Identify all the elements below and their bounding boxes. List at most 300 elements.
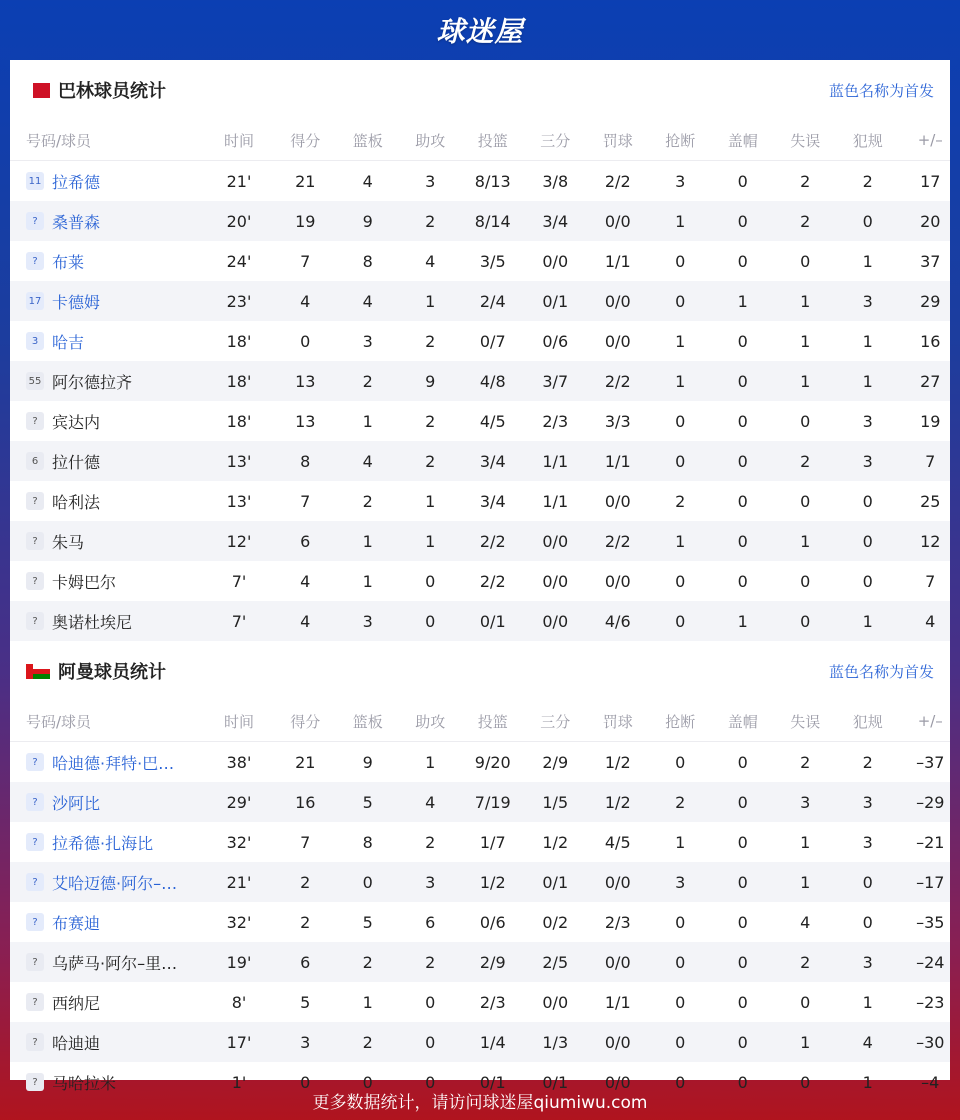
stat-cell: 0	[862, 912, 873, 932]
column-header: 得分	[290, 712, 321, 731]
jersey-number-badge: ?	[26, 532, 44, 550]
stat-cell: 12'	[226, 531, 252, 551]
column-header: 抢断	[665, 131, 696, 150]
player-name: 哈迪迪	[52, 1033, 101, 1053]
stat-cell: 1/2	[479, 872, 506, 892]
stat-cell: 0/1	[542, 872, 569, 892]
stat-cell: 21'	[226, 171, 252, 191]
column-header: 篮板	[352, 712, 383, 731]
stat-cell: 1	[800, 331, 811, 351]
stat-cell: 2/5	[542, 952, 569, 972]
stat-cell: 0	[800, 411, 811, 431]
stat-cell: 8/13	[474, 171, 511, 191]
stat-cell: 0/6	[479, 912, 506, 932]
stat-cell: 0/6	[542, 331, 569, 351]
stat-cell: 4/5	[604, 832, 631, 852]
stat-cell: 0	[675, 251, 686, 271]
stat-cell: 0	[362, 1072, 373, 1092]
stat-cell: 0	[862, 571, 873, 591]
stat-cell: 1/1	[604, 451, 631, 471]
stat-cell: 1	[675, 331, 686, 351]
stat-cell: 3	[675, 872, 686, 892]
stat-cell: 0	[675, 1072, 686, 1092]
stat-cell: 8	[362, 251, 373, 271]
player-row[interactable]	[10, 321, 950, 361]
stat-cell: 2/2	[604, 171, 631, 191]
stat-cell: 2/3	[604, 912, 631, 932]
player-cell	[10, 530, 204, 553]
player-cell	[10, 871, 204, 894]
stat-cell: 3/5	[479, 251, 506, 271]
stat-cell: 2/2	[479, 531, 506, 551]
stat-cell: 3/4	[479, 491, 506, 511]
jersey-number-badge: ?	[26, 572, 44, 590]
stat-cell: 0	[800, 491, 811, 511]
stat-cell: 4	[425, 251, 436, 271]
stat-cell: 2	[800, 952, 811, 972]
stat-cell: 0	[737, 491, 748, 511]
stat-cell: 1/4	[479, 1032, 506, 1052]
site-logo[interactable]: 球迷屋	[436, 15, 524, 48]
stat-cell: 27	[920, 371, 941, 391]
player-row[interactable]	[10, 441, 950, 481]
player-name: 马哈拉米	[52, 1073, 117, 1093]
player-row[interactable]	[10, 361, 950, 401]
player-name: 西纳尼	[52, 993, 101, 1013]
stat-cell: 6	[300, 531, 311, 551]
player-row[interactable]	[10, 241, 950, 281]
stat-cell: 0	[737, 1032, 748, 1052]
stat-cell: 2	[800, 752, 811, 772]
stat-cell: 4	[362, 171, 373, 191]
stat-cell: 0/1	[542, 1072, 569, 1092]
player-row[interactable]	[10, 521, 950, 561]
stat-cell: 2/2	[604, 531, 631, 551]
column-header: 犯规	[852, 131, 883, 150]
starter-legend: 蓝色名称为首发	[828, 662, 934, 681]
jersey-number-badge: 55	[26, 372, 44, 390]
player-name[interactable]: 拉希德·扎海比	[52, 833, 154, 853]
stat-cell: 1/3	[542, 1032, 569, 1052]
stat-cell: 2/3	[542, 411, 569, 431]
stat-cell: 1	[800, 832, 811, 852]
stat-cell: 6	[300, 952, 311, 972]
column-header: 盖帽	[727, 131, 758, 150]
stat-cell: 5	[362, 792, 373, 812]
stat-cell: 0	[737, 571, 748, 591]
stat-cell: 7'	[231, 611, 247, 631]
player-row[interactable]	[10, 401, 950, 441]
stat-cell: 0/1	[479, 1072, 506, 1092]
stat-cell: 3	[425, 872, 436, 892]
stat-cell: 12	[920, 531, 941, 551]
stats-card	[10, 60, 950, 1093]
stat-cell: 0/0	[604, 331, 631, 351]
stat-cell: 0	[737, 211, 748, 231]
stat-cell: 1	[425, 531, 436, 551]
stat-cell: 3	[862, 451, 873, 471]
jersey-number-badge: ?	[26, 953, 44, 971]
player-row[interactable]	[10, 561, 950, 601]
stat-cell: 0	[675, 451, 686, 471]
stat-cell: 3	[800, 792, 811, 812]
stat-cell: 24'	[226, 251, 252, 271]
stat-cell: 7	[300, 832, 311, 852]
stat-cell: 4/6	[604, 611, 631, 631]
stat-cell: 0/0	[542, 251, 569, 271]
stat-cell: 2	[425, 451, 436, 471]
bahrain-table	[10, 120, 950, 641]
stat-cell: 5	[362, 912, 373, 932]
stat-cell: 0	[737, 872, 748, 892]
stat-cell: 0	[862, 491, 873, 511]
section-header	[10, 60, 950, 120]
player-cell	[10, 490, 204, 513]
player-row[interactable]	[10, 822, 950, 862]
oman-table	[10, 701, 950, 1102]
stat-cell: 1	[675, 832, 686, 852]
player-name[interactable]: 沙阿比	[52, 793, 101, 813]
stat-cell: 3	[425, 171, 436, 191]
column-header: 助攻	[415, 131, 446, 150]
player-cell	[10, 210, 204, 233]
stat-cell: 2	[362, 371, 373, 391]
stat-cell: 3/7	[542, 371, 569, 391]
stat-cell: –21	[916, 832, 945, 852]
jersey-number-badge: 17	[26, 292, 44, 310]
stat-cell: 0/0	[542, 531, 569, 551]
player-cell	[10, 791, 204, 814]
player-row[interactable]	[10, 601, 950, 641]
stat-cell: 0/7	[479, 331, 506, 351]
stat-cell: 3	[862, 792, 873, 812]
stat-cell: 2/3	[479, 992, 506, 1012]
stat-cell: 0	[675, 752, 686, 772]
player-name[interactable]: 卡德姆	[52, 292, 101, 312]
column-header: +/–	[917, 131, 943, 149]
stat-cell: 0	[737, 752, 748, 772]
player-name[interactable]: 拉希德	[52, 172, 101, 192]
stat-cell: 20	[920, 211, 941, 231]
bahrain-section	[10, 60, 950, 641]
stat-cell: 3/3	[604, 411, 631, 431]
stat-cell: 0	[800, 611, 811, 631]
player-cell	[10, 610, 204, 633]
stat-cell: 0	[737, 792, 748, 812]
jersey-number-badge: ?	[26, 873, 44, 891]
stat-cell: 4	[862, 1032, 873, 1052]
player-name[interactable]: 哈吉	[52, 332, 85, 352]
stat-cell: 0	[675, 411, 686, 431]
table-header-row	[10, 701, 950, 742]
stat-cell: 1	[362, 411, 373, 431]
stat-cell: 19'	[226, 952, 252, 972]
section-title-wrap	[26, 658, 166, 684]
stat-cell: 0	[800, 992, 811, 1012]
stat-cell: 38'	[226, 752, 252, 772]
stat-cell: 7	[925, 451, 936, 471]
stat-cell: 4	[362, 451, 373, 471]
stat-cell: 17'	[226, 1032, 252, 1052]
player-cell	[10, 911, 204, 934]
stat-cell: 21	[295, 171, 316, 191]
stat-cell: 0	[737, 531, 748, 551]
stat-cell: 37	[920, 251, 941, 271]
stat-cell: 0/0	[542, 611, 569, 631]
stat-cell: 3	[862, 291, 873, 311]
stat-cell: 0/0	[604, 491, 631, 511]
jersey-number-badge: ?	[26, 412, 44, 430]
stat-cell: 1	[737, 611, 748, 631]
player-row[interactable]	[10, 902, 950, 942]
stat-cell: 20'	[226, 211, 252, 231]
column-header: 助攻	[415, 712, 446, 731]
stat-cell: 0/1	[479, 611, 506, 631]
starter-legend: 蓝色名称为首发	[828, 81, 934, 100]
stat-cell: 2	[675, 792, 686, 812]
jersey-number-badge: ?	[26, 833, 44, 851]
player-cell	[10, 370, 204, 393]
stat-cell: 2	[362, 491, 373, 511]
footer-link[interactable]: 更多数据统计，请访问球迷屋qiumiwu.com	[312, 1092, 648, 1113]
player-name: 阿尔德拉齐	[52, 372, 133, 392]
player-cell	[10, 1031, 204, 1054]
stat-cell: 4	[300, 611, 311, 631]
stat-cell: 1/5	[542, 792, 569, 812]
stat-cell: 4	[925, 611, 936, 631]
stat-cell: 1	[675, 211, 686, 231]
stat-cell: 0	[800, 251, 811, 271]
stat-cell: 1	[362, 531, 373, 551]
stat-cell: –24	[916, 952, 945, 972]
stat-cell: 2	[425, 411, 436, 431]
oman-section	[10, 641, 950, 1102]
stat-cell: 0	[300, 331, 311, 351]
stat-cell: 1	[737, 291, 748, 311]
stat-cell: 0	[737, 832, 748, 852]
stat-cell: 0	[737, 1072, 748, 1092]
stat-cell: 1	[800, 872, 811, 892]
stat-cell: –35	[916, 912, 945, 932]
player-name: 拉什德	[52, 452, 101, 472]
stat-cell: 2	[425, 211, 436, 231]
player-name[interactable]: 哈迪德·拜特·巴…	[52, 753, 175, 773]
stat-cell: 1	[800, 1032, 811, 1052]
player-cell	[10, 751, 204, 774]
stat-cell: 0	[737, 371, 748, 391]
stat-cell: 0	[425, 1072, 436, 1092]
table-header-row	[10, 120, 950, 161]
column-header: 三分	[540, 131, 571, 150]
stat-cell: 3/4	[542, 211, 569, 231]
stat-cell: 1/1	[604, 251, 631, 271]
stat-cell: 2/4	[479, 291, 506, 311]
stat-cell: 4/8	[479, 371, 506, 391]
column-header: 投篮	[477, 712, 508, 731]
stat-cell: 7	[925, 571, 936, 591]
stat-cell: 2/9	[542, 752, 569, 772]
column-header: 罚球	[602, 712, 633, 731]
stat-cell: 18'	[226, 371, 252, 391]
stat-cell: 0	[737, 912, 748, 932]
stat-cell: 0	[862, 872, 873, 892]
player-name[interactable]: 艾哈迈德·阿尔–…	[52, 873, 178, 893]
stat-cell: 0	[675, 992, 686, 1012]
column-header: 盖帽	[727, 712, 758, 731]
jersey-number-badge: 11	[26, 172, 44, 190]
stat-cell: 4	[425, 792, 436, 812]
stat-cell: 23'	[226, 291, 252, 311]
column-header: 得分	[290, 131, 321, 150]
column-header: 号码/球员	[26, 712, 92, 731]
stat-cell: 1	[862, 611, 873, 631]
stat-cell: 2	[300, 912, 311, 932]
stat-cell: 3	[862, 832, 873, 852]
stat-cell: 0/0	[604, 571, 631, 591]
stat-cell: 16	[920, 331, 941, 351]
stat-cell: 2	[862, 171, 873, 191]
column-header: 时间	[223, 712, 254, 731]
jersey-number-badge: ?	[26, 212, 44, 230]
stat-cell: 3/4	[479, 451, 506, 471]
player-row[interactable]	[10, 201, 950, 241]
stat-cell: 0/0	[604, 952, 631, 972]
player-cell	[10, 250, 204, 273]
stat-cell: 1/2	[604, 792, 631, 812]
stat-cell: 1/2	[542, 832, 569, 852]
player-cell	[10, 951, 204, 974]
stat-cell: 8	[362, 832, 373, 852]
jersey-number-badge: ?	[26, 612, 44, 630]
stat-cell: 0	[425, 992, 436, 1012]
stat-cell: 2	[800, 171, 811, 191]
stat-cell: 2	[362, 952, 373, 972]
stat-cell: 6	[425, 912, 436, 932]
stat-cell: 0/0	[604, 211, 631, 231]
stat-cell: 0	[737, 952, 748, 972]
jersey-number-badge: ?	[26, 913, 44, 931]
jersey-number-badge: 3	[26, 332, 44, 350]
stat-cell: 2	[300, 872, 311, 892]
stat-cell: –29	[916, 792, 945, 812]
stat-cell: 19	[920, 411, 941, 431]
stat-cell: 0	[800, 1072, 811, 1092]
stat-cell: 2	[425, 832, 436, 852]
stat-cell: 0	[862, 531, 873, 551]
stat-cell: 7	[300, 491, 311, 511]
stat-cell: 1	[800, 291, 811, 311]
stat-cell: 5	[300, 992, 311, 1012]
player-row[interactable]	[10, 862, 950, 902]
oman-flag-icon	[26, 664, 50, 679]
stat-cell: 0/0	[604, 1032, 631, 1052]
stat-cell: –23	[916, 992, 945, 1012]
stat-cell: 1	[862, 1072, 873, 1092]
stat-cell: 3	[300, 1032, 311, 1052]
player-row[interactable]	[10, 742, 950, 782]
stat-cell: 2/9	[479, 952, 506, 972]
stat-cell: 0/1	[542, 291, 569, 311]
player-name[interactable]: 桑普森	[52, 212, 101, 232]
jersey-number-badge: ?	[26, 993, 44, 1011]
stat-cell: 0	[300, 1072, 311, 1092]
stat-cell: 1/1	[542, 491, 569, 511]
stat-cell: 9	[362, 752, 373, 772]
stat-cell: 4	[362, 291, 373, 311]
stat-cell: 2	[800, 451, 811, 471]
stat-cell: 9	[362, 211, 373, 231]
stat-cell: 29	[920, 291, 941, 311]
stat-cell: 3	[862, 952, 873, 972]
stat-cell: 2	[362, 1032, 373, 1052]
stat-cell: 0/0	[604, 872, 631, 892]
player-row[interactable]	[10, 942, 950, 982]
stat-cell: 13'	[226, 451, 252, 471]
stat-cell: 1	[362, 571, 373, 591]
column-header: 时间	[223, 131, 254, 150]
player-name[interactable]: 布赛迪	[52, 913, 101, 933]
stat-cell: 0/0	[542, 992, 569, 1012]
player-row[interactable]	[10, 982, 950, 1022]
stat-cell: 4/5	[479, 411, 506, 431]
stat-cell: 1	[675, 371, 686, 391]
stat-cell: 0	[675, 291, 686, 311]
column-header: 犯规	[852, 712, 883, 731]
column-header: 失误	[790, 712, 821, 731]
player-row[interactable]	[10, 281, 950, 321]
stat-cell: 2/2	[604, 371, 631, 391]
stat-cell: 0	[675, 1032, 686, 1052]
stat-cell: 29'	[226, 792, 252, 812]
stat-cell: 7	[300, 251, 311, 271]
stat-cell: 13	[295, 411, 316, 431]
jersey-number-badge: ?	[26, 753, 44, 771]
section-title: 阿曼球员统计	[58, 662, 166, 683]
player-cell	[10, 450, 204, 473]
player-name[interactable]: 布莱	[52, 252, 85, 272]
stat-cell: 8	[300, 451, 311, 471]
jersey-number-badge: ?	[26, 1073, 44, 1091]
stat-cell: 2	[800, 211, 811, 231]
player-row[interactable]	[10, 782, 950, 822]
stat-cell: 3	[675, 171, 686, 191]
stat-cell: 17	[920, 171, 941, 191]
stat-cell: 16	[295, 792, 316, 812]
player-name: 朱马	[52, 532, 85, 552]
stat-cell: 21'	[226, 872, 252, 892]
player-cell	[10, 290, 204, 313]
stat-cell: 0	[425, 571, 436, 591]
stat-cell: 0	[737, 251, 748, 271]
stat-cell: 1	[425, 752, 436, 772]
column-header: +/–	[917, 712, 943, 730]
stat-cell: 1/2	[604, 752, 631, 772]
player-name: 哈利法	[52, 492, 101, 512]
stat-cell: 7'	[231, 571, 247, 591]
player-row[interactable]	[10, 161, 950, 201]
player-row[interactable]	[10, 1022, 950, 1062]
stat-cell: 7/19	[474, 792, 511, 812]
stat-cell: 1	[862, 251, 873, 271]
player-cell	[10, 330, 204, 353]
player-row[interactable]	[10, 481, 950, 521]
stat-cell: 1/7	[479, 832, 506, 852]
stat-cell: –37	[916, 752, 945, 772]
stat-cell: 3/8	[542, 171, 569, 191]
player-name: 奥诺杜埃尼	[52, 612, 133, 632]
jersey-number-badge: ?	[26, 492, 44, 510]
section-header	[10, 641, 950, 701]
